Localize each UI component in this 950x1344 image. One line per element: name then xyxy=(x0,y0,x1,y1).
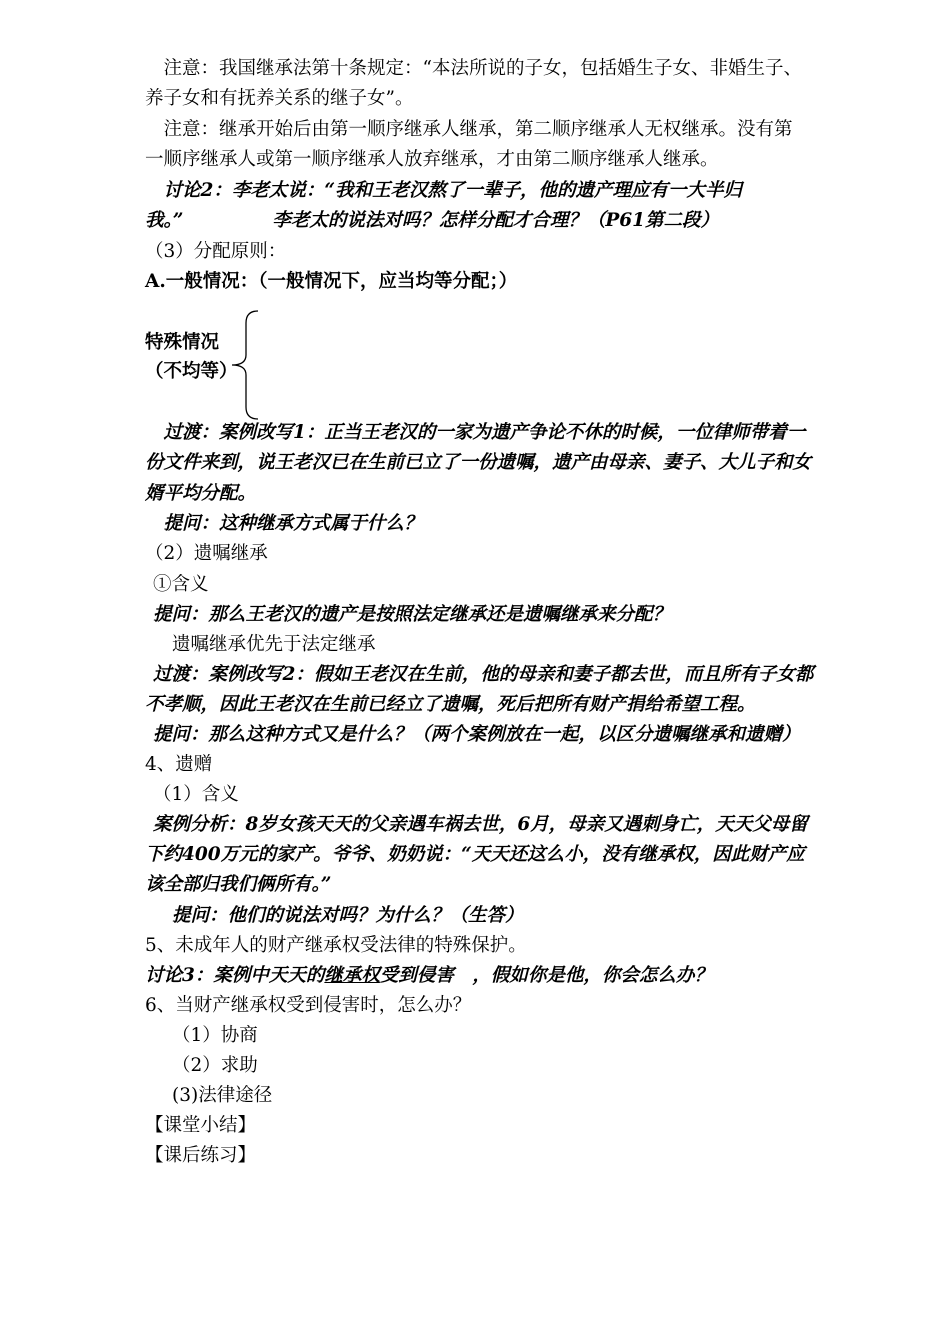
transition-case-rewrite-1-end: 婿平均分配。 xyxy=(145,483,257,504)
discussion-2: 讨论2：李老太说：“我和王老汉熬了一辈子，他的遗产理应有一大半归 xyxy=(145,180,743,201)
note-paragraph-1-cont: 养子女和有抚养关系的继子女”。 xyxy=(145,88,414,109)
will-priority-statement: 遗嘱继承优先于法定继承 xyxy=(172,634,376,655)
class-summary-heading: 【课堂小结】 xyxy=(145,1115,257,1136)
special-case-sublabel: （不均等） xyxy=(145,361,238,382)
meaning-item-1: ①含义 xyxy=(153,574,209,595)
transition-case-rewrite-1-cont: 份文件来到，说王老汉已在生前已立了一份遗嘱，遗产由母亲、妻子、大儿子和女 xyxy=(145,452,812,473)
option-negotiate: （1）协商 xyxy=(172,1025,258,1046)
case-analysis: 案例分析：8岁女孩天天的父亲遇车祸去世，6月，母亲又遇刺身亡，天天父母留 xyxy=(153,814,808,835)
case-analysis-end: 该全部归我们俩所有。” xyxy=(145,874,332,895)
note-paragraph-1: 注意：我国继承法第十条规定：“本法所说的子女，包括婚生子女、非婚生子、 xyxy=(145,58,802,79)
bequest-heading: 4、遗赠 xyxy=(145,754,213,775)
bequest-meaning: （1）含义 xyxy=(153,784,239,805)
left-brace-icon xyxy=(228,309,262,421)
infringement-heading: 6、当财产继承权受到侵害时，怎么办？ xyxy=(145,995,472,1016)
discussion-2-question: 李老太的说法对吗？怎样分配才合理？（P61第二段） xyxy=(272,210,719,231)
general-case: A.一般情况：（一般情况下，应当均等分配；） xyxy=(145,271,518,292)
discussion-3-underlined: 继承权 xyxy=(324,965,380,986)
question-bequest: 提问：那么这种方式又是什么？（两个案例放在一起，以区分遗嘱继承和遗赠） xyxy=(153,724,801,745)
option-seek-help: （2）求助 xyxy=(172,1055,258,1076)
minor-protection-heading: 5、未成年人的财产继承权受法律的特殊保护。 xyxy=(145,935,527,956)
discussion-2-cont xyxy=(145,206,813,236)
option-legal-route: (3)法律途径 xyxy=(172,1085,273,1106)
discussion-2-quote-end: 我。” xyxy=(145,210,184,231)
note-paragraph-2: 注意：继承开始后由第一顺序继承人继承，第二顺序继承人无权继承。没有第 xyxy=(145,119,793,140)
testamentary-inheritance-heading: （2）遗嘱继承 xyxy=(145,543,268,564)
special-case-label: 特殊情况 xyxy=(145,332,220,353)
case-analysis-cont: 下约400万元的家产。爷爷、奶奶说：“天天还这么小，没有继承权，因此财产应 xyxy=(145,844,805,865)
discussion-3-end: 受到侵害 ，假如你是他，你会怎么办？ xyxy=(379,965,713,986)
note-paragraph-2-cont: 一顺序继承人或第一顺序继承人放弃继承，才由第二顺序继承人继承。 xyxy=(145,149,719,170)
question-inheritance-type: 提问：这种继承方式属于什么？ xyxy=(145,513,423,534)
transition-case-rewrite-1: 过渡：案例改写1：正当王老汉的一家为遗产争论不休的时候，一位律师带着一 xyxy=(145,422,806,443)
transition-case-rewrite-2: 过渡：案例改写2：假如王老汉在生前，他的母亲和妻子都去世，而且所有子女都 xyxy=(153,664,814,685)
question-grandparents: 提问：他们的说法对吗？为什么？（生答） xyxy=(172,905,524,926)
discussion-3 xyxy=(145,961,813,991)
homework-heading: 【课后练习】 xyxy=(145,1145,257,1166)
discussion-3-start: 讨论3：案例中天天的 xyxy=(145,965,325,986)
question-statutory-or-will: 提问：那么王老汉的遗产是按照法定继承还是遗嘱继承来分配？ xyxy=(153,604,672,625)
transition-case-rewrite-2-cont: 不孝顺，因此王老汉在生前已经立了遗嘱，死后把所有财产捐给希望工程。 xyxy=(145,694,756,715)
distribution-principle-heading: （3）分配原则： xyxy=(145,241,287,262)
